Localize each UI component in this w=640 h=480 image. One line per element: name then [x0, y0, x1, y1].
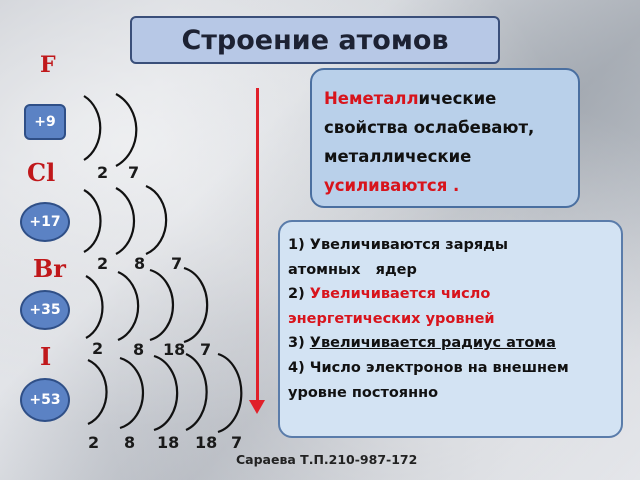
page-title: Строение атомов: [130, 16, 500, 64]
electron-count: 2: [88, 433, 100, 452]
trend-item: 4) Число электронов на внешнем уровне постоянно: [288, 359, 569, 401]
element-symbol-br: Br: [33, 254, 66, 283]
shell-arc: [218, 354, 241, 432]
box1-line: свойства ослабевают,: [324, 118, 535, 137]
trend-item-number: 2): [288, 286, 310, 303]
shell-arc: [186, 354, 207, 430]
trend-item: [288, 331, 613, 356]
shell-arc: [88, 360, 107, 424]
nucleus-charge-f: +9: [24, 104, 66, 140]
shell-arc: [154, 356, 177, 430]
nucleus-charge-i: +53: [20, 378, 70, 422]
shell-arc: [150, 270, 173, 340]
shell-arc: [184, 268, 207, 342]
shell-arc: [116, 188, 134, 254]
shell-arc: [84, 190, 101, 252]
box1-red-text: Неметалл: [324, 89, 419, 108]
shell-arc: [120, 358, 143, 428]
box1-line: металлические: [324, 147, 472, 166]
shell-arc: [86, 276, 103, 338]
electron-count: 8: [133, 340, 145, 359]
trend-item: [288, 282, 538, 331]
element-symbol-f: F: [40, 52, 56, 78]
nucleus-charge-cl: +17: [20, 202, 70, 242]
electron-count: 18: [195, 433, 218, 452]
down-arrow-line: [256, 88, 259, 406]
electron-count: 8: [134, 254, 146, 273]
electron-count: 7: [171, 254, 183, 273]
electron-count: 2: [97, 163, 109, 182]
trend-item-number: 3): [288, 335, 310, 352]
down-arrow-icon: [249, 400, 265, 414]
trend-item: 1) Увеличиваются заряды атомных ядер: [288, 237, 514, 278]
box1-red-text: усиливаются: [324, 176, 448, 195]
element-symbol-cl: Cl: [27, 158, 56, 187]
electron-count: 2: [97, 254, 109, 273]
nonmetal-properties-box: [310, 68, 580, 208]
nucleus-charge-br: +35: [20, 290, 70, 330]
electron-count: 7: [200, 340, 212, 359]
shell-arc: [118, 272, 138, 340]
shell-arc: [84, 96, 100, 160]
element-symbol-i: I: [40, 342, 52, 371]
shell-arc: [116, 94, 136, 166]
trends-list-box: [278, 220, 623, 438]
electron-count: 18: [157, 433, 180, 452]
electron-count: 8: [124, 433, 136, 452]
electron-count: 7: [128, 163, 140, 182]
trend-item-underlined-text: Увеличивается радиус атома: [309, 335, 556, 352]
box1-red-text: .: [447, 176, 460, 195]
electron-count: 18: [163, 340, 186, 359]
box1-text: ические: [418, 89, 497, 108]
trend-item-red-text: Увеличивается число энергетических уровней: [288, 286, 495, 327]
electron-count: 7: [231, 433, 243, 452]
shell-arc: [146, 186, 166, 254]
electron-count: 2: [92, 339, 104, 358]
author-credit: Сараева Т.П.210-987-172: [236, 452, 418, 467]
